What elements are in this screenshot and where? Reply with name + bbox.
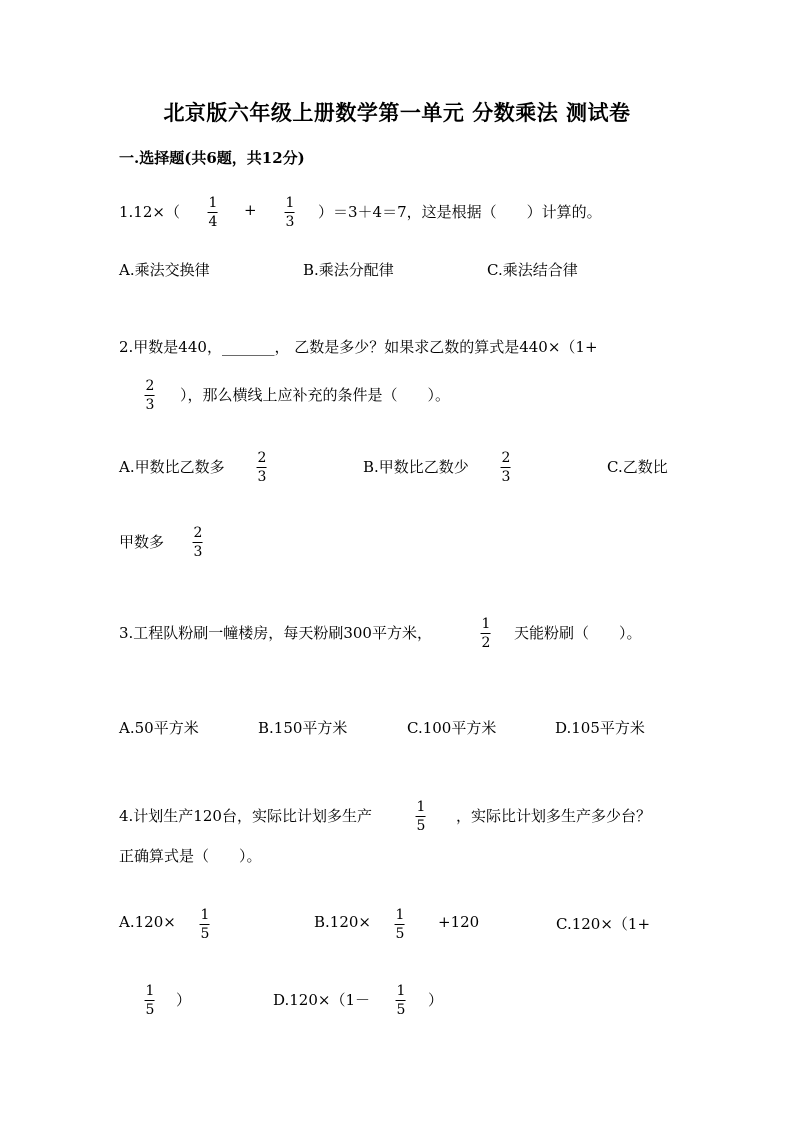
fraction-denominator: 3 [193, 544, 203, 560]
fraction-numerator: 1 [395, 907, 405, 923]
q3-option-d: D.105平方米 [555, 719, 645, 737]
fraction-numerator: 2 [257, 450, 267, 466]
page-title: 北京版六年级上册数学第一单元 分数乘法 测试卷 [163, 100, 631, 125]
q4-option-c-fraction [145, 984, 156, 1017]
q2-option-c-continuation: 甲数多 [119, 533, 165, 551]
fraction-denominator: 4 [208, 214, 218, 230]
fraction-denominator: 5 [396, 1002, 406, 1018]
fraction-denominator: 3 [257, 469, 267, 485]
q2-option-b-fraction [501, 451, 512, 484]
q4-option-a: A.120× [119, 913, 176, 931]
q1-fraction-2 [285, 196, 296, 229]
fraction-numerator: 1 [416, 799, 426, 815]
q4-fraction [416, 800, 427, 833]
fraction-numerator: 1 [208, 195, 218, 211]
q4-option-b-suffix: +120 [438, 913, 480, 931]
fraction-numerator: 1 [481, 616, 491, 632]
q3-text-end: 天能粉刷（ ）。 [514, 624, 642, 642]
q2-option-a: A.甲数比乙数多 [119, 458, 225, 476]
q4-line-2: 正确算式是（ ）。 [119, 847, 262, 865]
q4-option-b-fraction [395, 908, 406, 941]
fraction-numerator: 1 [396, 983, 406, 999]
q1-text-start: 1.12×（ [119, 203, 180, 221]
q4-option-c: C.120×（1+ [556, 915, 651, 933]
fraction-numerator: 2 [501, 450, 511, 466]
fraction-denominator: 5 [200, 926, 210, 942]
q3-option-c: C.100平方米 [407, 719, 497, 737]
q3-option-b: B.150平方米 [258, 719, 348, 737]
q2-option-b: B.甲数比乙数少 [363, 458, 469, 476]
q2-line-1: 2.甲数是440，_______， 乙数是多少？如果求乙数的算式是440×（1+ [119, 338, 598, 356]
q4-option-b: B.120× [314, 913, 371, 931]
fraction-denominator: 3 [145, 397, 155, 413]
fraction-numerator: 1 [285, 195, 295, 211]
fraction-denominator: 5 [145, 1002, 155, 1018]
fraction-denominator: 3 [285, 214, 295, 230]
fraction-numerator: 2 [193, 525, 203, 541]
q1-option-b: B.乘法分配律 [303, 261, 394, 279]
q4-option-d-suffix: ） [428, 991, 444, 1009]
q2-line-2: ），那么横线上应补充的条件是（ ）。 [180, 386, 451, 404]
fraction-denominator: 5 [416, 818, 426, 834]
q1-text-end: ）＝3＋4＝7，这是根据（ ）计算的。 [318, 203, 602, 221]
fraction-numerator: 1 [145, 983, 155, 999]
q4-option-d-fraction [396, 984, 407, 1017]
fraction-denominator: 2 [481, 635, 491, 651]
q1-option-a: A.乘法交换律 [119, 261, 210, 279]
q1-plus-sign: + [244, 201, 257, 219]
q1-fraction-1 [208, 196, 219, 229]
q3-option-a: A.50平方米 [119, 719, 199, 737]
q4-option-a-fraction [200, 908, 211, 941]
q4-option-d: D.120×（1－ [273, 991, 371, 1009]
fraction-denominator: 5 [395, 926, 405, 942]
q4-text-end: ，实际比计划多生产多少台？ [456, 807, 652, 825]
q4-option-c-suffix: ） [176, 991, 192, 1009]
section-heading: 一.选择题(共6题，共12分) [119, 149, 305, 167]
q2-option-c-fraction [193, 526, 204, 559]
fraction-numerator: 2 [145, 378, 155, 394]
fraction-numerator: 1 [200, 907, 210, 923]
q3-text-start: 3.工程队粉刷一幢楼房，每天粉刷300平方米， [119, 624, 432, 642]
q3-fraction [481, 617, 492, 650]
fraction-denominator: 3 [501, 469, 511, 485]
q1-option-c: C.乘法结合律 [487, 261, 578, 279]
q2-fraction [145, 379, 156, 412]
q2-option-c: C.乙数比 [607, 458, 668, 476]
q4-text-start: 4.计划生产120台，实际比计划多生产 [119, 807, 372, 825]
q2-option-a-fraction [257, 451, 268, 484]
